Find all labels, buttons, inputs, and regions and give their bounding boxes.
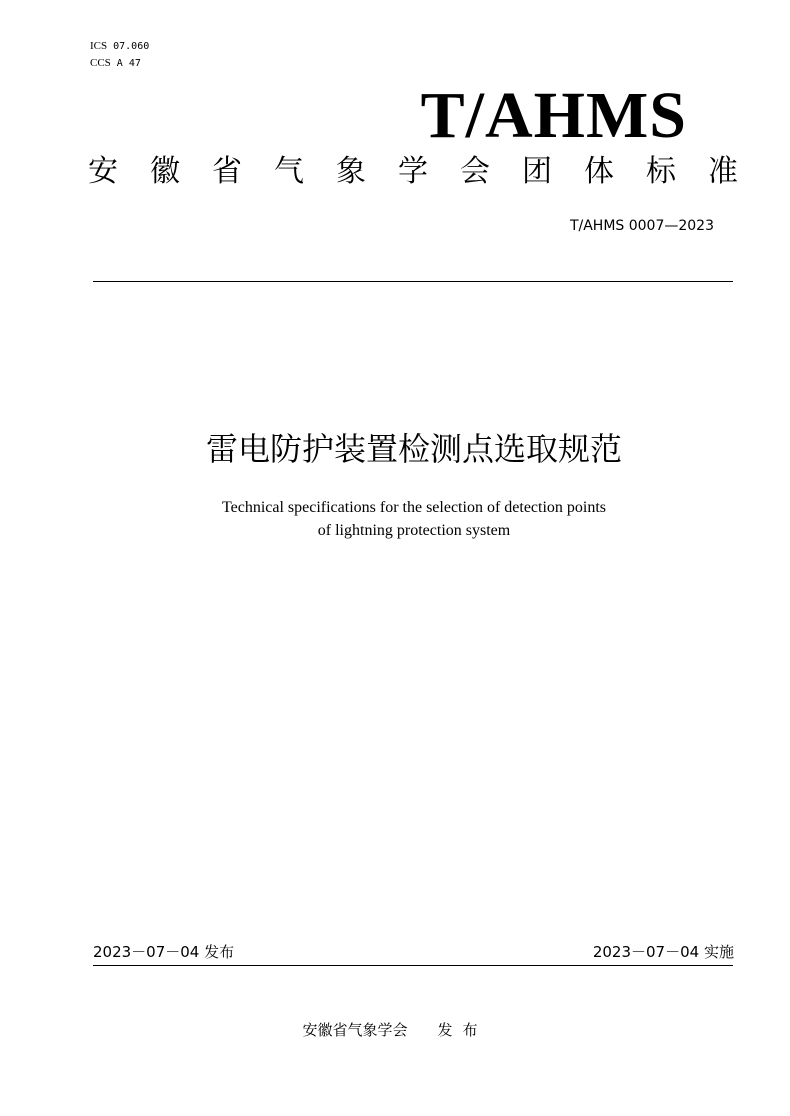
organization-char: 省 bbox=[212, 154, 242, 189]
standard-number: T/AHMS 0007—2023 bbox=[569, 218, 714, 234]
organization-char: 象 bbox=[336, 154, 366, 189]
ccs-classification bbox=[90, 57, 141, 70]
organization-char: 标 bbox=[646, 154, 676, 189]
issue-date-block bbox=[93, 941, 234, 963]
english-title-line-2: of lightning protection system bbox=[317, 522, 511, 539]
ccs-code: A 47 bbox=[116, 58, 141, 69]
organization-char: 学 bbox=[398, 154, 428, 189]
chinese-title: 雷电防护装置检测点选取规范 bbox=[205, 430, 622, 468]
organization-char: 徽 bbox=[150, 154, 180, 189]
ccs-label: CCS bbox=[90, 57, 111, 69]
footer-divider bbox=[93, 965, 733, 966]
organization-char: 体 bbox=[584, 154, 614, 189]
organization-char: 安 bbox=[88, 154, 118, 189]
implement-date-block bbox=[593, 941, 734, 963]
ics-classification bbox=[90, 40, 149, 53]
organization-char: 准 bbox=[708, 154, 738, 189]
organization-title bbox=[88, 150, 738, 194]
standard-mark: T/AHMS bbox=[420, 79, 687, 152]
organization-char: 会 bbox=[460, 154, 490, 189]
implement-date: 2023－07－04 bbox=[592, 943, 700, 961]
header-divider bbox=[93, 281, 733, 282]
publisher-line bbox=[0, 1019, 790, 1041]
publish-label: 发布 bbox=[437, 1021, 488, 1039]
publisher-name: 安徽省气象学会 bbox=[302, 1021, 408, 1039]
issue-date: 2023－07－04 bbox=[93, 943, 200, 961]
english-title-line-1: Technical specifications for the selection of detection points bbox=[221, 499, 607, 516]
ics-label: ICS bbox=[90, 40, 108, 52]
organization-char: 团 bbox=[522, 154, 552, 189]
organization-char: 气 bbox=[274, 154, 304, 189]
ics-code: 07.060 bbox=[113, 41, 150, 52]
implement-label: 实施 bbox=[703, 943, 734, 961]
issue-label: 发布 bbox=[204, 943, 235, 961]
